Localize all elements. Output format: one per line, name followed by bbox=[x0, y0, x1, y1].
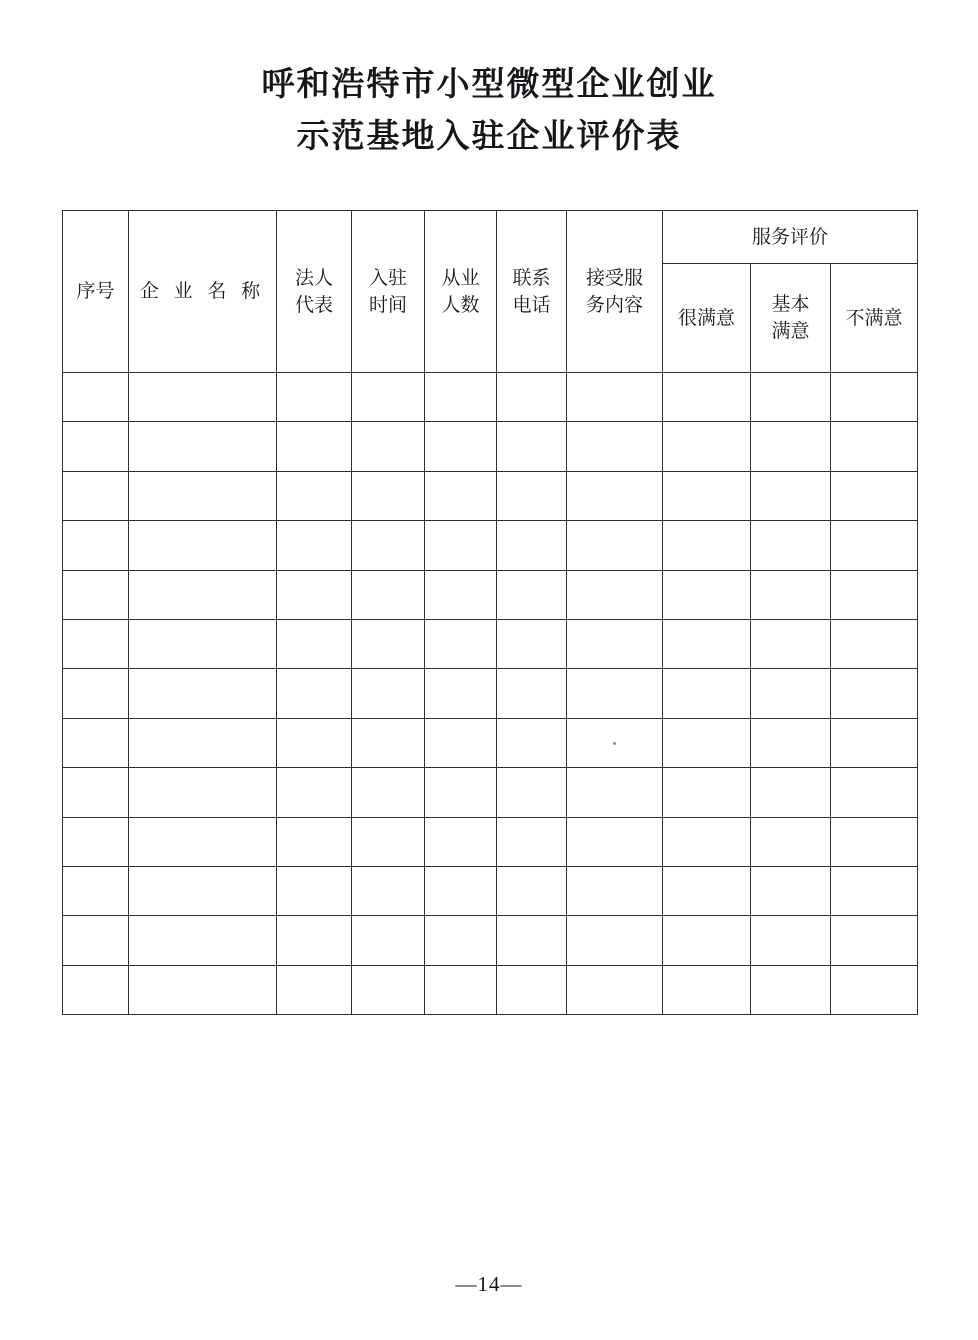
cell-employees[interactable] bbox=[425, 669, 497, 718]
cell-service-content[interactable] bbox=[567, 965, 663, 1014]
cell-phone[interactable] bbox=[497, 471, 567, 520]
cell-unsatisfied[interactable] bbox=[831, 373, 918, 422]
header-legal-representative bbox=[277, 211, 352, 373]
cell-seq[interactable] bbox=[63, 916, 129, 965]
title-line-1: 呼和浩特市小型微型企业创业 bbox=[261, 64, 717, 103]
header-unsatisfied: 不满意 bbox=[831, 264, 918, 373]
cell-very-satisfied[interactable] bbox=[663, 373, 751, 422]
cell-very-satisfied[interactable] bbox=[663, 471, 751, 520]
cell-very-satisfied[interactable] bbox=[663, 718, 751, 767]
cell-employees[interactable] bbox=[425, 817, 497, 866]
cell-basically-satisfied[interactable] bbox=[751, 817, 831, 866]
cell-legal-rep[interactable] bbox=[277, 471, 352, 520]
cell-company[interactable] bbox=[129, 768, 277, 817]
cell-legal-rep[interactable] bbox=[277, 866, 352, 915]
cell-phone[interactable] bbox=[497, 817, 567, 866]
cell-very-satisfied[interactable] bbox=[663, 866, 751, 915]
cell-company[interactable] bbox=[129, 422, 277, 471]
cell-legal-rep[interactable] bbox=[277, 422, 352, 471]
cell-basically-satisfied[interactable] bbox=[751, 521, 831, 570]
cell-legal-rep[interactable] bbox=[277, 521, 352, 570]
cell-unsatisfied[interactable] bbox=[831, 965, 918, 1014]
cell-service-content[interactable] bbox=[567, 521, 663, 570]
table-header bbox=[63, 211, 918, 373]
header-move-in-time bbox=[352, 211, 425, 373]
table-body bbox=[63, 373, 918, 1015]
cell-very-satisfied[interactable] bbox=[663, 570, 751, 619]
cell-move-in-time[interactable] bbox=[352, 817, 425, 866]
table-row[interactable] bbox=[63, 866, 918, 915]
cell-seq[interactable] bbox=[63, 669, 129, 718]
table-row[interactable] bbox=[63, 471, 918, 520]
cell-seq[interactable] bbox=[63, 521, 129, 570]
cell-basically-satisfied[interactable] bbox=[751, 916, 831, 965]
cell-company[interactable] bbox=[129, 619, 277, 668]
cell-basically-satisfied[interactable] bbox=[751, 768, 831, 817]
cell-employees[interactable] bbox=[425, 471, 497, 520]
cell-employees[interactable] bbox=[425, 866, 497, 915]
cell-unsatisfied[interactable] bbox=[831, 471, 918, 520]
cell-company[interactable] bbox=[129, 570, 277, 619]
cell-very-satisfied[interactable] bbox=[663, 916, 751, 965]
cell-very-satisfied[interactable] bbox=[663, 965, 751, 1014]
cell-company[interactable] bbox=[129, 521, 277, 570]
header-employee-count-line1: 从业 bbox=[441, 267, 480, 289]
cell-company[interactable] bbox=[129, 718, 277, 767]
cell-employees[interactable] bbox=[425, 373, 497, 422]
cell-very-satisfied[interactable] bbox=[663, 619, 751, 668]
cell-basically-satisfied[interactable] bbox=[751, 866, 831, 915]
cell-legal-rep[interactable] bbox=[277, 373, 352, 422]
cell-employees[interactable] bbox=[425, 619, 497, 668]
cell-move-in-time[interactable] bbox=[352, 768, 425, 817]
cell-service-content[interactable] bbox=[567, 471, 663, 520]
cell-company[interactable] bbox=[129, 373, 277, 422]
cell-legal-rep[interactable] bbox=[277, 916, 352, 965]
cell-company[interactable] bbox=[129, 471, 277, 520]
cell-legal-rep[interactable] bbox=[277, 817, 352, 866]
cell-legal-rep[interactable] bbox=[277, 768, 352, 817]
cell-unsatisfied[interactable] bbox=[831, 619, 918, 668]
cell-phone[interactable] bbox=[497, 373, 567, 422]
evaluation-table bbox=[62, 210, 918, 1015]
cell-seq[interactable] bbox=[63, 570, 129, 619]
cell-basically-satisfied[interactable] bbox=[751, 422, 831, 471]
header-company-name: 企 业 名 称 bbox=[129, 211, 277, 373]
header-service-content-line1: 接受服 bbox=[585, 267, 643, 289]
cell-service-content[interactable] bbox=[567, 422, 663, 471]
table-row[interactable] bbox=[63, 373, 918, 422]
cell-unsatisfied[interactable] bbox=[831, 570, 918, 619]
cell-service-content[interactable] bbox=[567, 916, 663, 965]
cell-basically-satisfied[interactable] bbox=[751, 669, 831, 718]
cell-unsatisfied[interactable] bbox=[831, 521, 918, 570]
cell-move-in-time[interactable] bbox=[352, 373, 425, 422]
cell-seq[interactable] bbox=[63, 471, 129, 520]
cell-very-satisfied[interactable] bbox=[663, 817, 751, 866]
header-legal-representative-line2: 代表 bbox=[294, 294, 333, 316]
cell-company[interactable] bbox=[129, 866, 277, 915]
cell-employees[interactable] bbox=[425, 422, 497, 471]
header-legal-representative-line1: 法人 bbox=[294, 267, 333, 289]
header-service-evaluation-group: 服务评价 bbox=[663, 211, 918, 264]
cell-move-in-time[interactable] bbox=[352, 471, 425, 520]
cell-unsatisfied[interactable] bbox=[831, 718, 918, 767]
cell-phone[interactable] bbox=[497, 669, 567, 718]
cell-phone[interactable] bbox=[497, 965, 567, 1014]
cell-employees[interactable] bbox=[425, 521, 497, 570]
table-row[interactable] bbox=[63, 422, 918, 471]
cell-company[interactable] bbox=[129, 965, 277, 1014]
table-row[interactable] bbox=[63, 768, 918, 817]
cell-service-content[interactable] bbox=[567, 718, 663, 767]
scan-artifact-dot bbox=[613, 742, 616, 745]
table-row[interactable] bbox=[63, 669, 918, 718]
cell-employees[interactable] bbox=[425, 916, 497, 965]
cell-seq[interactable] bbox=[63, 817, 129, 866]
cell-company[interactable] bbox=[129, 669, 277, 718]
cell-legal-rep[interactable] bbox=[277, 965, 352, 1014]
cell-phone[interactable] bbox=[497, 916, 567, 965]
header-contact-phone bbox=[497, 211, 567, 373]
cell-seq[interactable] bbox=[63, 768, 129, 817]
cell-legal-rep[interactable] bbox=[277, 570, 352, 619]
cell-service-content[interactable] bbox=[567, 619, 663, 668]
cell-move-in-time[interactable] bbox=[352, 718, 425, 767]
header-service-content-line2: 务内容 bbox=[585, 294, 643, 316]
cell-legal-rep[interactable] bbox=[277, 669, 352, 718]
cell-service-content[interactable] bbox=[567, 570, 663, 619]
header-service-content bbox=[567, 211, 663, 373]
cell-basically-satisfied[interactable] bbox=[751, 619, 831, 668]
table-row[interactable] bbox=[63, 718, 918, 767]
cell-unsatisfied[interactable] bbox=[831, 817, 918, 866]
cell-move-in-time[interactable] bbox=[352, 521, 425, 570]
cell-service-content[interactable] bbox=[567, 669, 663, 718]
cell-unsatisfied[interactable] bbox=[831, 669, 918, 718]
page-number: —14— bbox=[455, 1272, 523, 1296]
table-row[interactable] bbox=[63, 965, 918, 1014]
table-row[interactable] bbox=[63, 570, 918, 619]
cell-move-in-time[interactable] bbox=[352, 965, 425, 1014]
cell-basically-satisfied[interactable] bbox=[751, 471, 831, 520]
cell-service-content[interactable] bbox=[567, 768, 663, 817]
header-move-in-time-line2: 时间 bbox=[368, 294, 407, 316]
cell-phone[interactable] bbox=[497, 866, 567, 915]
cell-phone[interactable] bbox=[497, 768, 567, 817]
cell-phone[interactable] bbox=[497, 570, 567, 619]
cell-move-in-time[interactable] bbox=[352, 916, 425, 965]
cell-very-satisfied[interactable] bbox=[663, 669, 751, 718]
title-line-2: 示范基地入驻企业评价表 bbox=[296, 116, 682, 155]
header-contact-phone-line2: 电话 bbox=[512, 294, 551, 316]
cell-seq[interactable] bbox=[63, 373, 129, 422]
cell-seq[interactable] bbox=[63, 965, 129, 1014]
cell-phone[interactable] bbox=[497, 619, 567, 668]
header-basically-satisfied bbox=[751, 264, 831, 373]
header-very-satisfied: 很满意 bbox=[663, 264, 751, 373]
page-title bbox=[0, 0, 978, 162]
header-seq: 序号 bbox=[63, 211, 129, 373]
cell-move-in-time[interactable] bbox=[352, 619, 425, 668]
cell-seq[interactable] bbox=[63, 866, 129, 915]
table-row[interactable] bbox=[63, 521, 918, 570]
cell-legal-rep[interactable] bbox=[277, 718, 352, 767]
table-row[interactable] bbox=[63, 817, 918, 866]
header-basically-satisfied-line2: 满意 bbox=[771, 321, 810, 342]
cell-move-in-time[interactable] bbox=[352, 669, 425, 718]
cell-basically-satisfied[interactable] bbox=[751, 373, 831, 422]
cell-phone[interactable] bbox=[497, 422, 567, 471]
cell-move-in-time[interactable] bbox=[352, 422, 425, 471]
cell-seq[interactable] bbox=[63, 718, 129, 767]
cell-employees[interactable] bbox=[425, 718, 497, 767]
cell-very-satisfied[interactable] bbox=[663, 422, 751, 471]
cell-company[interactable] bbox=[129, 916, 277, 965]
cell-company[interactable] bbox=[129, 817, 277, 866]
header-move-in-time-line1: 入驻 bbox=[368, 267, 407, 289]
cell-basically-satisfied[interactable] bbox=[751, 718, 831, 767]
table-row[interactable] bbox=[63, 916, 918, 965]
header-employee-count bbox=[425, 211, 497, 373]
cell-phone[interactable] bbox=[497, 521, 567, 570]
cell-basically-satisfied[interactable] bbox=[751, 570, 831, 619]
cell-very-satisfied[interactable] bbox=[663, 521, 751, 570]
cell-very-satisfied[interactable] bbox=[663, 768, 751, 817]
cell-unsatisfied[interactable] bbox=[831, 916, 918, 965]
cell-employees[interactable] bbox=[425, 965, 497, 1014]
cell-move-in-time[interactable] bbox=[352, 866, 425, 915]
cell-service-content[interactable] bbox=[567, 817, 663, 866]
cell-legal-rep[interactable] bbox=[277, 619, 352, 668]
evaluation-table-container bbox=[62, 210, 917, 1015]
cell-service-content[interactable] bbox=[567, 373, 663, 422]
header-row-1 bbox=[63, 211, 918, 264]
cell-unsatisfied[interactable] bbox=[831, 768, 918, 817]
header-basically-satisfied-line1: 基本 bbox=[771, 294, 810, 315]
table-row[interactable] bbox=[63, 619, 918, 668]
cell-move-in-time[interactable] bbox=[352, 570, 425, 619]
cell-employees[interactable] bbox=[425, 570, 497, 619]
cell-service-content[interactable] bbox=[567, 866, 663, 915]
cell-seq[interactable] bbox=[63, 619, 129, 668]
cell-basically-satisfied[interactable] bbox=[751, 965, 831, 1014]
cell-phone[interactable] bbox=[497, 718, 567, 767]
cell-seq[interactable] bbox=[63, 422, 129, 471]
cell-unsatisfied[interactable] bbox=[831, 422, 918, 471]
header-contact-phone-line1: 联系 bbox=[512, 267, 551, 289]
header-employee-count-line2: 人数 bbox=[441, 294, 480, 316]
cell-employees[interactable] bbox=[425, 768, 497, 817]
cell-unsatisfied[interactable] bbox=[831, 866, 918, 915]
